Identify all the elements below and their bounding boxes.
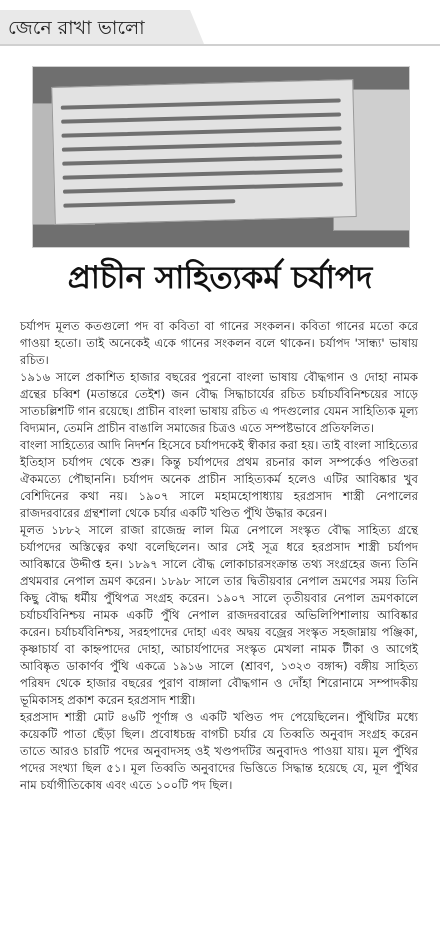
manuscript-photo (32, 66, 410, 248)
manuscript-leaf-main (51, 79, 357, 225)
article-paragraph: হরপ্রসাদ শাস্ত্রী মোট ৪৬টি পূর্ণাঙ্গ ও একটি খণ্ডিত পদ পেয়েছিলেন। পুঁথিটির মধ্যে কয়েকটি পাতা ছেঁড়া ছিল। প্রবোধচন্দ্র বাগচী চর্যার যে তিব্বতি অনুবাদ সংগ্রহ করেন তাতে আরও চারটি পদের অনুবাদসহ ওই খণ্ডপদটির অনুবাদও পাওয়া যায়। মূল পুঁথির পদের সংখ্যা ছিল ৫১। মূল তিব্বতি অনুবাদের ভিত্তিতে সিদ্ধান্ত হয়েছে যে, মূল পুঁথির নাম চর্যাগীতিকোষ এবং এতে ১০০টি পদ ছিল। (20, 710, 418, 792)
header-divider (0, 44, 440, 46)
article-paragraph: মূলত ১৮৮২ সালে রাজা রাজেন্দ্র লাল মিত্র নেপালে সংস্কৃত বৌদ্ধ সাহিত্য গ্রন্থে চর্যাপদের অস্তিত্বের কথা বলেছিলেন। আর সেই সূত্র ধরে হরপ্রসাদ শাস্ত্রী চর্যাপদ আবিষ্কারে উদ্দীপ্ত হন। ১৮৯৭ সালে বৌদ্ধ লোকাচারসংক্রান্ত তথ্য সংগ্রহের জন্য তিনি প্রথমবার নেপাল ভ্রমণ করেন। ১৮৯৮ সালে তার দ্বিতীয়বার নেপাল ভ্রমণের সময় তিনি কিছু বৌদ্ধ ধর্মীয় পুঁথিপত্র সংগ্রহ করেন। ১৯০৭ সালে তৃতীয়বার নেপাল ভ্রমণকালে চর্যাচর্যবিনিশ্চয় নামক একটি পুঁথি নেপাল রাজদরবারের অভিলিপিশালায় আবিষ্কার করেন। চর্যাচর্যবিনিশ্চয়, সরহপাদের দোহা এবং অদ্বয় বজ্রের সংস্কৃত সহজাম্নায় পঞ্জিকা, কৃষ্ণাচার্য বা কাহ্নপাদের দোহা, আচার্যপাদের সংস্কৃত মেখলা নামক টীকা ও আগেই আবিষ্কৃত ডাকার্ণব পুঁথি একত্রে ১৯১৬ সালে (শ্রাবণ, ১৩২৩ বঙ্গাব্দ) বঙ্গীয় সাহিত্য পরিষদ থেকে হাজার বছরের পুরাণ বাঙ্গালা বৌদ্ধগান ও দোঁহা শিরোনামে সম্পাদকীয় ভূমিকাসহ প্রকাশ করেন হরপ্রসাদ শাস্ত্রী। (20, 523, 418, 707)
article-paragraph: চর্যাপদ মূলত কতগুলো পদ বা কবিতা বা গানের সংকলন। কবিতা গানের মতো করে গাওয়া হতো। তাই অনেকেই একে গানের সংকলন বলে থাকেন। চর্যাপদ 'সান্ধ্য' ভাষায় রচিত। (20, 319, 418, 367)
article-paragraph: ১৯১৬ সালে প্রকাশিত হাজার বছরের পুরনো বাংলা ভাষায় বৌদ্ধগান ও দোহা নামক গ্রন্থের চব্বিশ (মতান্তরে তেইশ) জন বৌদ্ধ সিদ্ধাচার্যের রচিত চর্যাচর্যবিনিশ্চয়ের সাড়ে সাতচল্লিশটি গান রয়েছে। প্রাচীন বাংলা ভাষায় রচিত এ পদগুলোর যেমন সাহিত্যিক মূল্য বিদ্যমান, তেমনি প্রাচীন বাঙালি সমাজের চিত্রও এতে সম্পষ্টভাবে প্রতিফলিত। (20, 370, 418, 435)
section-header-label: জেনে রাখা ভালো (8, 17, 145, 39)
article-body (20, 318, 418, 794)
article-headline: প্রাচীন সাহিত্যকর্ম চর্যাপদ (67, 260, 373, 296)
article-paragraph: বাংলা সাহিত্যের আদি নিদর্শন হিসেবে চর্যাপদকেই স্বীকার করা হয়। তাই বাংলা সাহিত্যের ইতিহাস চর্যাপদ থেকে শুরু। কিন্তু চর্যাপদের প্রথম রচনার কাল সম্পর্কেও পণ্ডিতরা ঐকমত্যে পৌছাননি। চর্যাপদ অনেক প্রাচীন সাহিত্যকর্ম হলেও এটির আবিষ্কার খুব বেশিদিনের কথা নয়। ১৯০৭ সালে মহামহোপাধ্যায় হরপ্রসাদ শাস্ত্রী নেপালের রাজদরবারের গ্রন্থশালা থেকে চর্যার একটি খণ্ডিত পুঁথি উদ্ধার করেন। (20, 438, 418, 520)
